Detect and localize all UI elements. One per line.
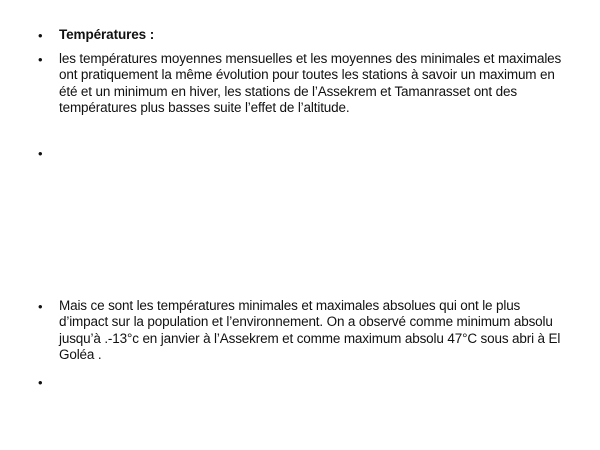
bullet-item-paragraph [38,298,568,364]
bullet-item-empty [38,374,568,391]
bullet-dot-icon: • [38,146,43,161]
bullet-dot-icon: • [38,375,43,390]
bullet-item-heading [38,27,568,44]
bullet-dot-icon: • [38,28,43,43]
paragraph-text: les températures moyennes mensuelles et les moyennes des minimales et maximales ont pratiquement la même évolution pour toutes les stations à savoir un maximum en été et un minimum en hiver, les stations de l’Assekrem et Tamanrasset ont des températures plus basses suite l’effet de l’altitude. [59,51,562,116]
bullet-dot-icon: • [38,52,43,67]
paragraph-text: Mais ce sont les températures minimales et maximales absolues qui ont le plus d’impact sur la population et l’environnement. On a observé comme minimum absolu jusqu’à .-13°c en janvier à l’Assekrem et comme maximum absolu 47°C sous abri à El Goléa . [59,298,561,363]
bullet-item-empty [38,145,568,162]
section-heading: Températures : [59,27,155,42]
bullet-item-paragraph [38,51,568,117]
bullet-dot-icon: • [38,299,43,314]
